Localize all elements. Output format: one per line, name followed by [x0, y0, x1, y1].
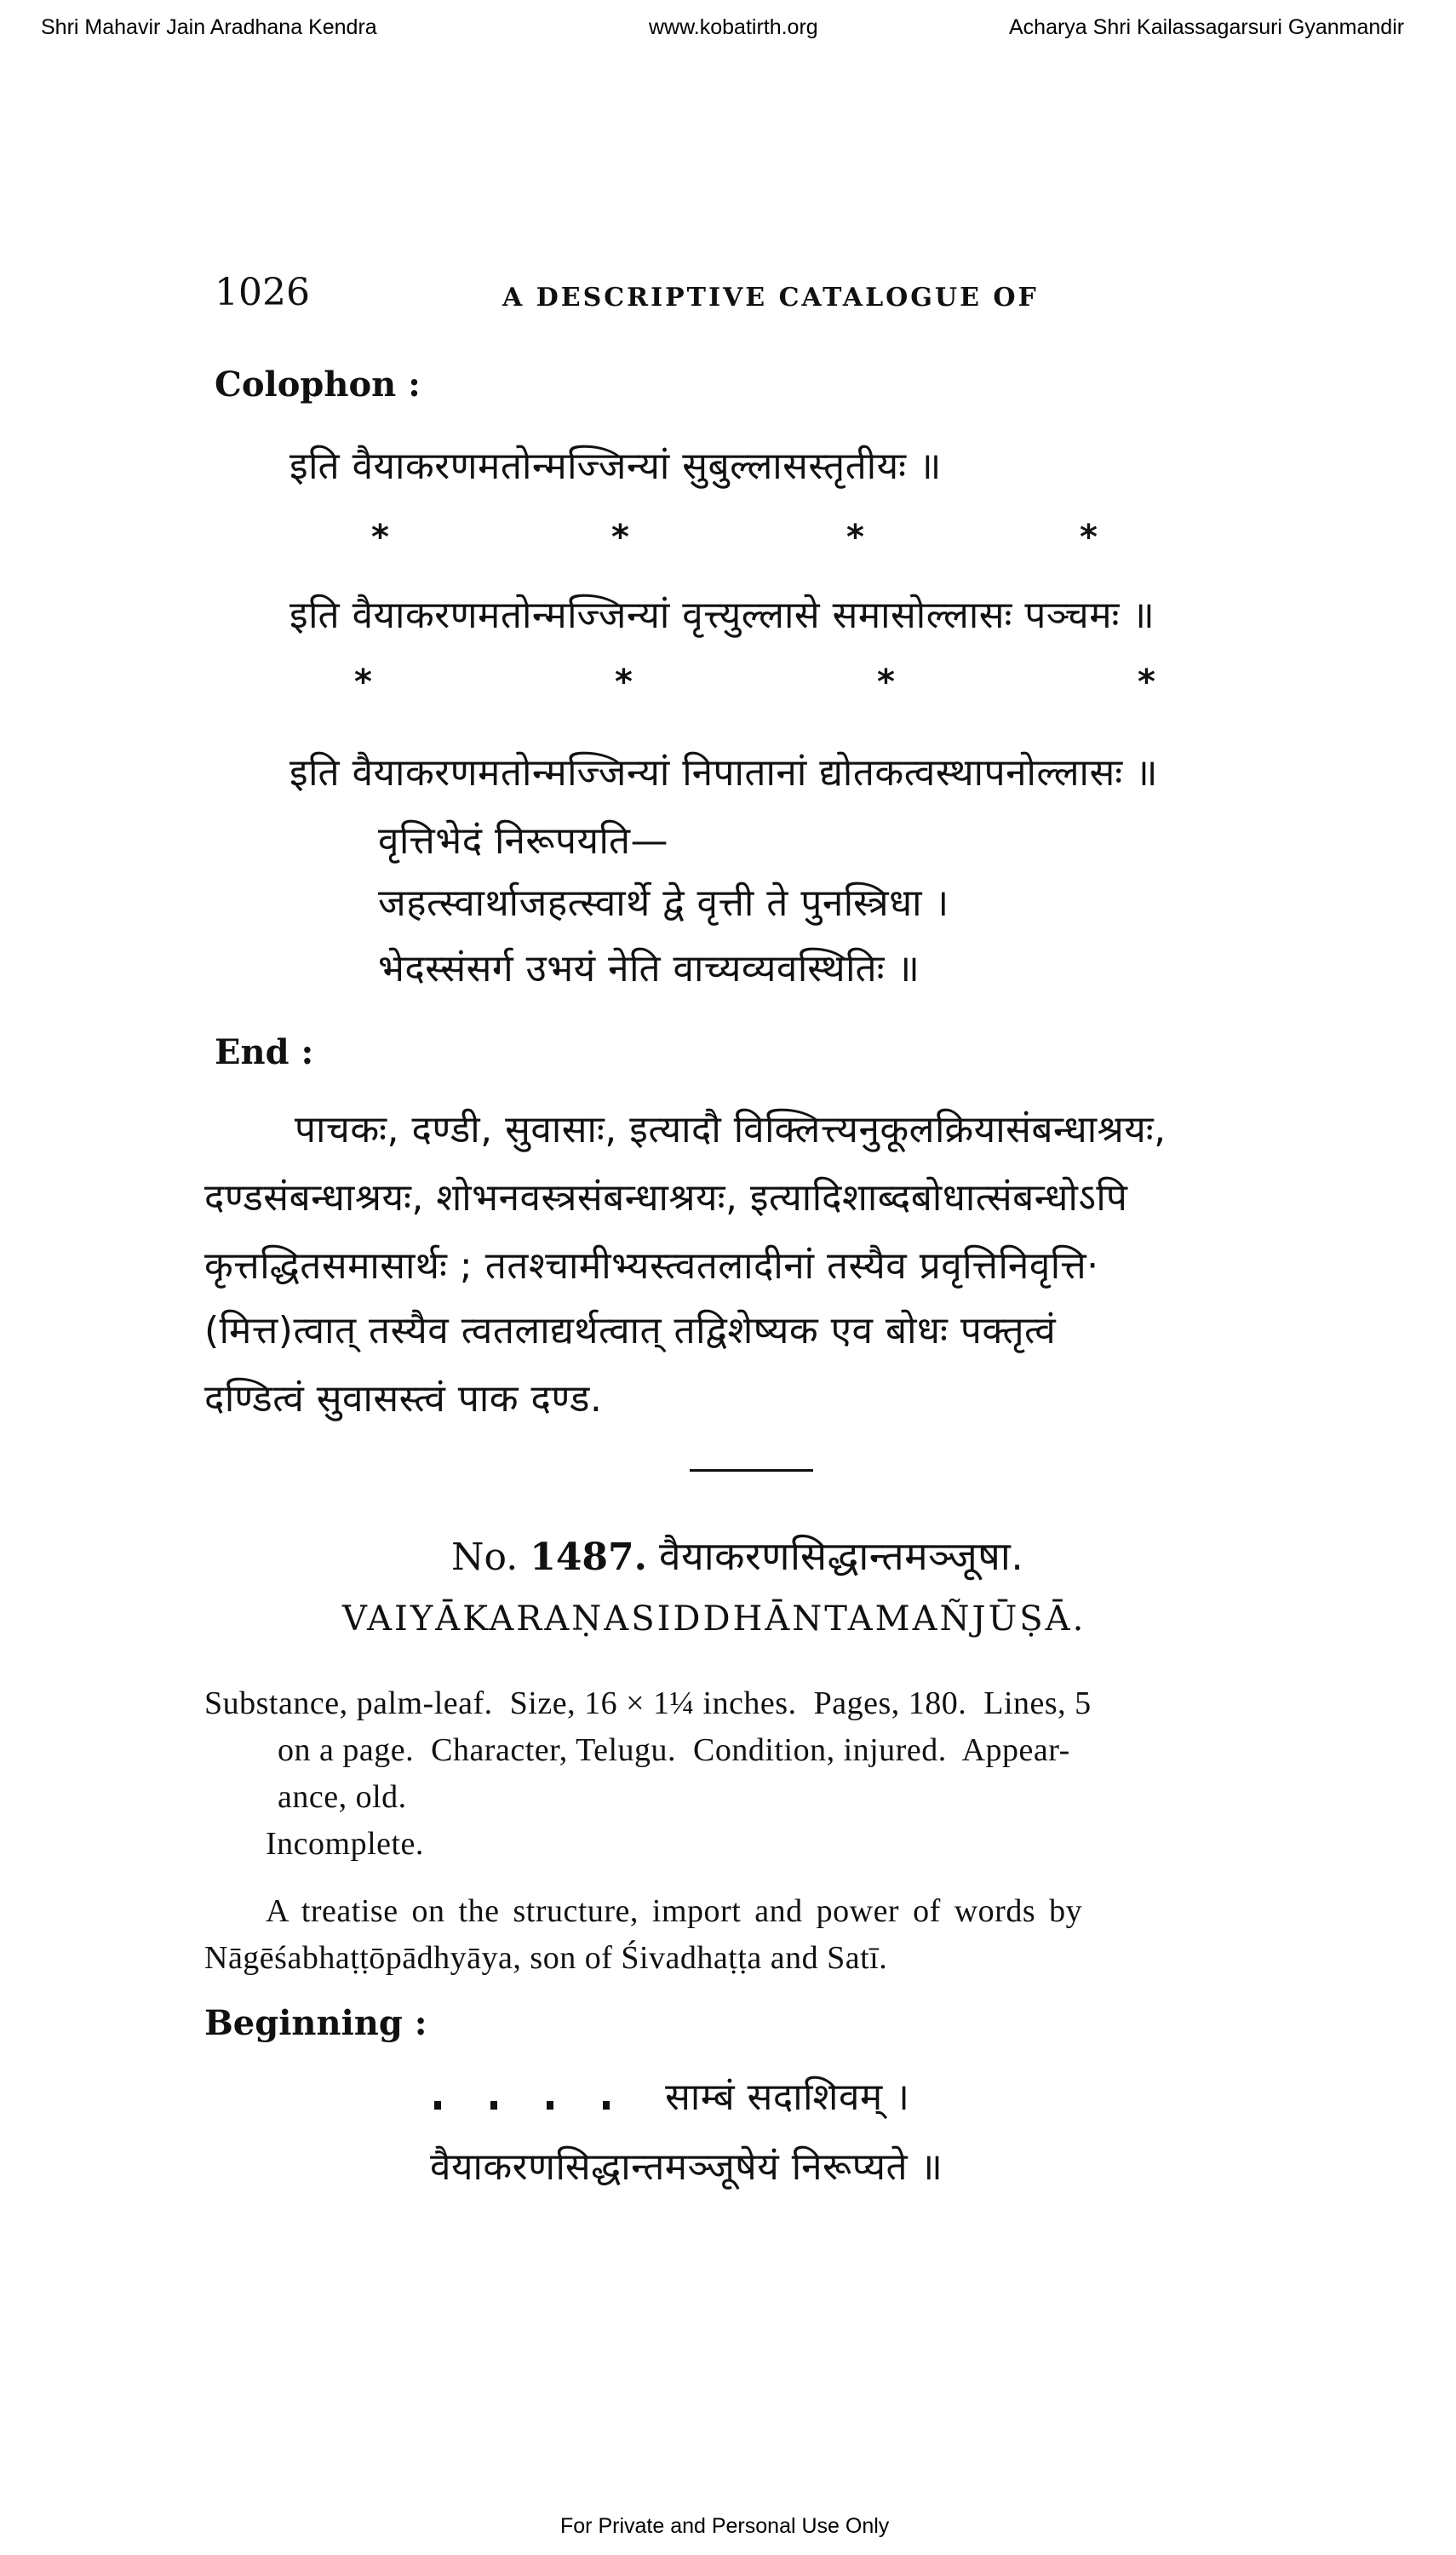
- entry-description-line: ance, old.: [278, 1779, 407, 1815]
- end-text-line: (मित्त)त्वात् तस्यैव त्वतलाद्यर्थत्वात् तद्विशेष्यक एव बोधः पक्तृत्वं: [204, 1309, 1057, 1352]
- end-heading: End :: [215, 1032, 314, 1072]
- asterisk-divider: *: [1138, 663, 1155, 702]
- header-right-library: Acharya Shri Kailassagarsuri Gyanmandir: [1009, 15, 1405, 39]
- beginning-heading: Beginning :: [204, 2003, 427, 2043]
- asterisk-divider: *: [615, 663, 633, 702]
- asterisk-divider: *: [877, 663, 895, 702]
- entry-number-prefix: No.: [451, 1536, 519, 1579]
- colophon-verse-intro: वृत्तिभेदं निरूपयति—: [378, 819, 669, 863]
- beginning-line-2: वैयाकरणसिद्धान्तमञ्जूषेयं निरूप्यते ॥: [430, 2145, 943, 2189]
- entry-status: Incomplete.: [266, 1826, 424, 1862]
- end-text-line: पाचकः, दण्डी, सुवासाः, इत्यादौ विक्लित्त्यनुकूलक्रियासंबन्धाश्रयः,: [295, 1108, 1167, 1151]
- footer-notice: For Private and Personal Use Only: [560, 2514, 890, 2538]
- asterisk-divider: *: [1080, 518, 1098, 557]
- header-website: www.kobatirth.org: [649, 15, 818, 39]
- asterisk-divider: *: [846, 518, 864, 557]
- end-text-line: कृत्तद्धितसमासार्थः ; ततश्चामीभ्यस्त्वतलादीनां तस्यैव प्रवृत्तिनिवृत्ति·: [204, 1244, 1099, 1288]
- entry-title-transliteration: VAIYĀKARAṆASIDDHĀNTAMAÑJŪṢĀ.: [342, 1599, 1086, 1639]
- entry-description-line: Substance, palm-leaf. Size, 16 × 1¼ inches. Pages, 180. Lines, 5: [204, 1685, 1092, 1721]
- header-left-publisher: Shri Mahavir Jain Aradhana Kendra: [41, 15, 377, 39]
- asterisk-divider: *: [371, 518, 389, 557]
- running-title: A DESCRIPTIVE CATALOGUE OF: [502, 283, 1039, 313]
- colophon-line-1: इति वैयाकरणमतोन्मज्जिन्यां सुबुल्लासस्तृतीयः ॥: [289, 445, 942, 488]
- asterisk-divider: *: [354, 663, 372, 702]
- colophon-heading: Colophon :: [215, 365, 421, 405]
- beginning-line-1: [434, 2070, 909, 2121]
- section-divider: [690, 1469, 813, 1472]
- colophon-verse-line: भेदस्संसर्ग उभयं नेति वाच्यव्यवस्थितिः ॥: [378, 947, 920, 990]
- page-number: 1026: [215, 271, 310, 314]
- colophon-line-3: इति वैयाकरणमतोन्मज्जिन्यां निपातानां द्योतकत्वस्थापनोल्लासः ॥: [289, 751, 1158, 795]
- entry-description-line: on a page. Character, Telugu. Condition, injured. Appear-: [278, 1732, 1070, 1768]
- entry-title-devanagari: वैयाकरणसिद्धान्तमञ्जूषा.: [658, 1533, 1024, 1579]
- end-text-line: दण्डित्वं सुवासस्त्वं पाक दण्ड.: [204, 1377, 603, 1421]
- entry-summary-line: Nāgēśabhaṭṭōpādhyāya, son of Śivadhaṭṭa and Satī.: [204, 1940, 888, 1976]
- colophon-line-2: इति वैयाकरणमतोन्मज्जिन्यां वृत्त्युल्लासे समासोल्लासः पञ्चमः ॥: [289, 594, 1155, 637]
- entry-title: [451, 1529, 1023, 1582]
- asterisk-divider: *: [611, 518, 629, 557]
- colophon-verse-line: जहत्स्वार्थाजहत्स्वार्थे द्वे वृत्ती ते पुनस्त्रिधा ।: [378, 881, 949, 925]
- ellipsis-dots: [434, 2101, 610, 2110]
- end-text-line: दण्डसंबन्धाश्रयः, शोभनवस्त्रसंबन्धाश्रयः, इत्यादिशाब्दबोधात्संबन्धोऽपि: [204, 1176, 1128, 1220]
- entry-number: 1487.: [530, 1536, 647, 1579]
- entry-summary-line: A treatise on the structure, import and power of words by: [266, 1893, 1083, 1929]
- beginning-text: साम्बं सदाशिवम् ।: [665, 2076, 910, 2119]
